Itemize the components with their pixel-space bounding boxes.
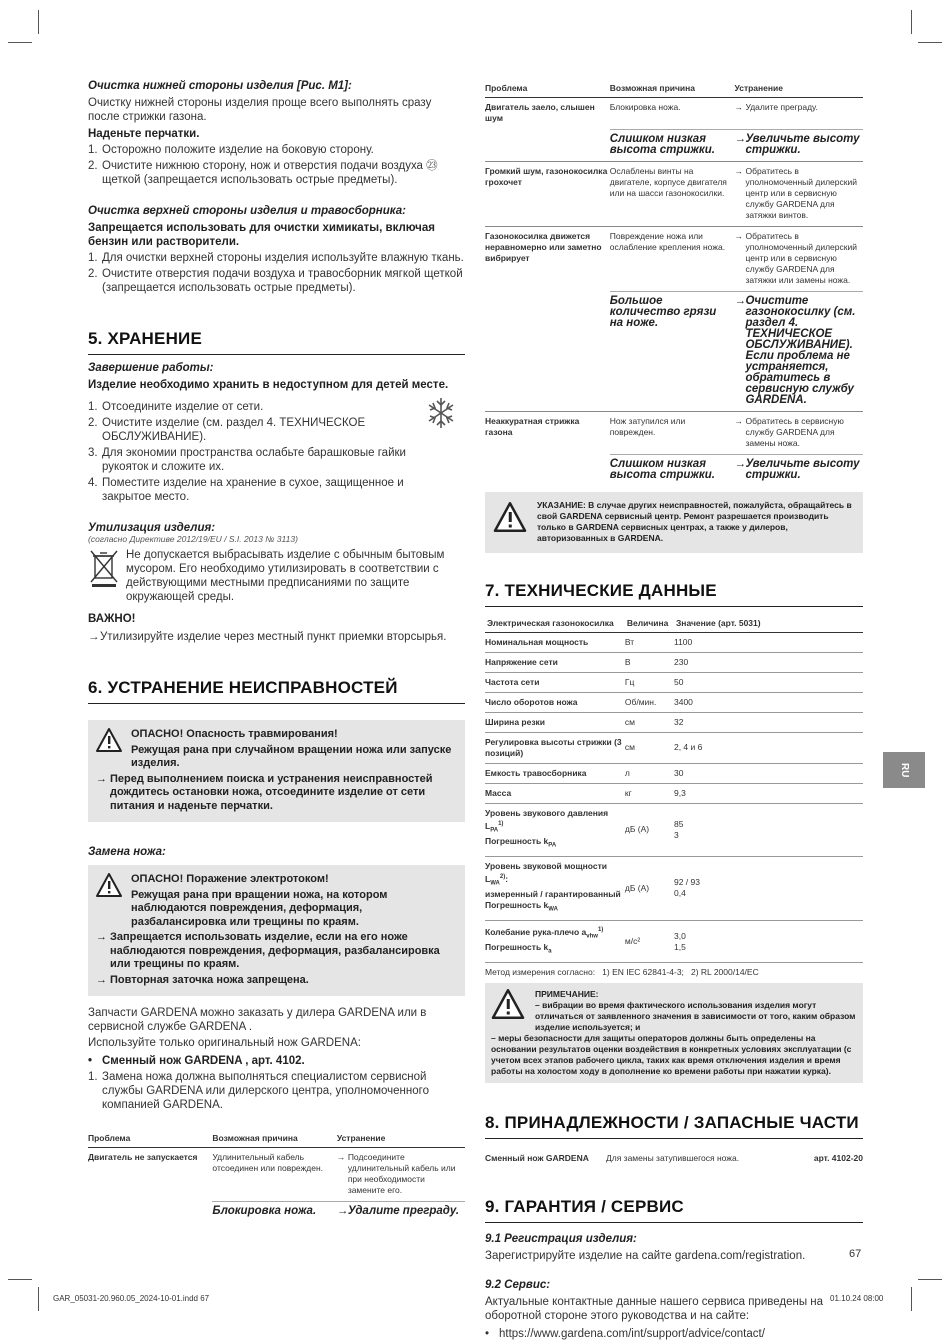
column-header: Устранение xyxy=(337,1130,465,1148)
section-heading: 7. ТЕХНИЧЕСКИЕ ДАННЫЕ xyxy=(485,581,863,607)
table-row: Колебание рука-плечо $a_{vhw}^{1)}$ Погрешность $k_a$ м/с² 3,0 1,5 xyxy=(485,920,863,962)
table-row: Уровень звуковой мощности $L_{WA}^{2)}$: измеренный / гарантированный Погрешность $k_{WA}$ дБ (А) 92 / 93 0,4 xyxy=(485,856,863,920)
numbered-list xyxy=(88,143,465,187)
list-item: 1. Для очистки верхней стороны изделия используйте влажную ткань. xyxy=(88,252,464,264)
table-row: Слишком низкая высота стрижки. → Увеличьте высоту стрижки. xyxy=(485,454,863,486)
language-tab xyxy=(883,752,925,788)
warning-text: Запрещается использовать для очистки химикаты, включая бензин или растворители. xyxy=(88,222,435,248)
table-row: Частота сети Гц 50 xyxy=(485,672,863,692)
table-row: Большое количество грязи на ноже. → Очистите газонокосилку (см. раздел 4. ТЕХНИЧЕСКОЕ ОБСЛУЖИВАНИЕ). Если проблема не устраняется, обратитесь в сервисную службу GARDENA. xyxy=(485,291,863,411)
column-header: Устранение xyxy=(734,80,863,98)
warning-text: Изделие необходимо хранить в недоступном для детей месте. xyxy=(88,379,449,391)
danger-box-injury xyxy=(88,720,465,822)
paragraph: Зарегистрируйте изделие на сайте gardena.com/registration. xyxy=(485,1250,806,1263)
crop-mark xyxy=(8,1279,32,1280)
table-header xyxy=(485,615,863,633)
note-text: УКАЗАНИЕ: В случае других неисправностей, пожалуйста, обращайтесь в свой GARDENA сервисный центр. Ремонт разрешается производить только в GARDENA сервисных центрах, а также у дилеров, авторизованных в GARDENA. xyxy=(537,499,852,543)
danger-box-electric xyxy=(88,865,465,996)
table-row: Двигатель заело, слышен шум Блокировка ножа. → Удалите преграду. xyxy=(485,102,818,123)
list-item: 1. Осторожно положите изделие на боковую сторону. xyxy=(88,144,374,156)
warning-instruction: → Запрещается использовать изделие, если на его ноже наблюдаются повреждения, деформация, разбалансировка или трещины по краям. xyxy=(96,931,440,970)
paragraph: Очистку нижней стороны изделия проще всего выполнять сразу после стрижки газона. xyxy=(88,97,432,123)
warning-instruction: → Повторная заточка ножа запрещена. xyxy=(96,973,309,986)
column-header: Величина xyxy=(625,615,674,633)
warning-title: ОПАСНО! Опасность травмирования! xyxy=(131,728,338,740)
warning-triangle-icon xyxy=(96,728,122,752)
section-subtitle: 9.2 Сервис: xyxy=(485,1279,551,1292)
column-header: Возможная причина xyxy=(212,1130,336,1148)
language-tab-label: RU xyxy=(899,763,910,778)
table-row: Громкий шум, газонокосилка грохочет Ослаблены винты на двигателе, корпусе двигателя или на шасси газонокосилки. → Обратитесь в уполномоченный дилерский центр или в сервисную службу GARDENA для затяжки винтов. xyxy=(485,161,863,226)
table-row: Ширина резки см 32 xyxy=(485,712,863,732)
table-row: Уровень звукового давления $L_{PA}^{1)}$ Погрешность $k_{PA}$ дБ (А) 85 3 xyxy=(485,803,863,856)
list-item: 2. Очистите отверстия подачи воздуха и травосборник мягкой щеткой (запрещается использовать острые предметы). xyxy=(88,268,463,294)
column-header: Значение (арт. 5031) xyxy=(674,615,863,633)
table-row: Слишком низкая высота стрижки. → Увеличьте высоту стрижки. xyxy=(485,129,863,161)
footer-timestamp: 01.10.24 08:00 xyxy=(830,1294,884,1303)
column-header: Электрическая газонокосилка xyxy=(485,615,625,633)
crop-mark xyxy=(918,1279,942,1280)
section-subtitle: Очистка нижней стороны изделия [Рис. M1]: xyxy=(88,80,352,92)
crop-mark xyxy=(911,10,912,34)
bullet-item: • Сменный нож GARDENA , арт. 4102. xyxy=(88,1055,305,1067)
table-row: Напряжение сети В 230 xyxy=(485,652,863,672)
warning-body: Режущая рана при случайном вращении ножа или запуске изделия. xyxy=(131,743,452,769)
warning-triangle-icon xyxy=(96,873,122,897)
section-heading: 8. ПРИНАДЛЕЖНОСТИ / ЗАПАСНЫЕ ЧАСТИ xyxy=(485,1113,863,1139)
page-number: 67 xyxy=(849,1248,862,1260)
section-subtitle: Очистка верхней стороны изделия и травосборника: xyxy=(88,205,406,217)
list-item: 1. Замена ножа должна выполняться специалистом сервисной службы GARDENA или дилерского центра, уполномоченного компанией GARDENA. xyxy=(88,1071,429,1111)
left-column xyxy=(88,80,465,1222)
service-link[interactable]: https://www.gardena.com/int/support/advice/contact/ xyxy=(499,1328,765,1341)
table-row: Номинальная мощность Вт 1100 xyxy=(485,632,863,652)
paragraph: Актуальные контактные данные нашего сервиса приведены на оборотной стороне этого руководства и на сайте: xyxy=(485,1296,824,1323)
paragraph: Используйте только оригинальный нож GARDENA: xyxy=(88,1037,361,1049)
table-row: Газонокосилка движется неравномерно или заметно вибрирует Повреждение ножа или ослабление крепления ножа. → Обратитесь в уполномоченный дилерский центр или в сервисную службу GARDENA для затяжки или замены ножа. xyxy=(485,226,863,291)
note-text: – меры безопасности для защиты операторов должны быть определены на основании результатов оценки воздействия в конкретных условиях эксплуатации (с учетом всех этапов рабочего цикла, таких как время отключения изделия и время работы на холостом ходу в дополнение ко времени работы при нажатии курка). xyxy=(491,1033,852,1077)
crop-mark xyxy=(911,1287,912,1311)
crop-mark xyxy=(8,42,32,43)
warning-title: ОПАСНО! Поражение электротоком! xyxy=(131,873,329,885)
right-column xyxy=(485,80,863,1341)
section-subtitle: Завершение работы: xyxy=(88,362,214,374)
section-heading: 6. УСТРАНЕНИЕ НЕИСПРАВНОСТЕЙ xyxy=(88,678,465,704)
note-box xyxy=(485,983,863,1083)
list-item: 2. Очистите нижнюю сторону, нож и отверстия подачи воздуха ㉓ щеткой (запрещается использовать острые предметы). xyxy=(88,160,438,186)
numbered-list xyxy=(88,400,423,504)
table-header xyxy=(485,80,863,98)
list-item: 3. Для экономии пространства ослабьте барашковые гайки рукояток и сложите их. xyxy=(88,447,406,473)
crop-mark xyxy=(918,42,942,43)
crop-mark xyxy=(38,10,39,34)
note-box xyxy=(485,492,863,553)
list-item: 1. Отсоедините изделие от сети. xyxy=(88,401,264,413)
warning-triangle-icon xyxy=(493,502,527,532)
directive-note: (согласно Директиве 2012/19/EU / S.I. 2013 № 3113) xyxy=(88,534,298,544)
tech-data-table xyxy=(485,615,863,964)
numbered-list xyxy=(88,1070,465,1112)
table-header xyxy=(88,1130,465,1148)
important-line: → Утилизируйте изделие через местный пункт приемки вторсырья. xyxy=(88,631,447,643)
troubleshoot-table xyxy=(88,1130,465,1222)
table-row: Масса кг 9,3 xyxy=(485,783,863,803)
gloves-note: Наденьте перчатки. xyxy=(88,128,200,140)
bullet-item: • https://www.gardena.com/int/support/advice/contact/ xyxy=(485,1328,765,1341)
section-subtitle: 9.1 Регистрация изделия: xyxy=(485,1233,637,1246)
snowflake-icon xyxy=(427,396,455,430)
footer-file: GAR_05031-20.960.05_2024-10-01.indd 67 xyxy=(53,1294,210,1303)
column-header: Возможная причина xyxy=(610,80,735,98)
disposal-text: Не допускается выбрасывать изделие с обычным бытовым мусором. Его необходимо утилизировать в соответствии с действующими местными предписаниями по защите окружающей среды. xyxy=(126,549,445,603)
table-row: Блокировка ножа. → Удалите преграду. xyxy=(88,1202,465,1223)
crop-mark xyxy=(38,1287,39,1311)
table-row: Неаккуратная стрижка газона Нож затупился или поврежден. → Обратитесь в сервисную службу GARDENA для замены ножа. xyxy=(485,411,863,454)
table-row: Число оборотов ножа Об/мин. 3400 xyxy=(485,692,863,712)
section-subtitle: Утилизация изделия: xyxy=(88,522,216,534)
section-subtitle: Замена ножа: xyxy=(88,846,166,858)
column-header: Проблема xyxy=(88,1130,212,1148)
warning-triangle-icon xyxy=(491,989,525,1019)
column-header: Проблема xyxy=(485,80,610,98)
section-heading: 5. ХРАНЕНИЕ xyxy=(88,329,465,355)
table-row: Регулировка высоты стрижки (3 позиций) см 2, 4 и 6 xyxy=(485,732,863,763)
warning-body: Режущая рана при вращении ножа, на котором наблюдаются повреждения, деформация, разбалансировка или трещины по краям. xyxy=(131,888,388,928)
paragraph: Запчасти GARDENA можно заказать у дилера GARDENA или в сервисной службе GARDENA . xyxy=(88,1007,427,1033)
weee-bin-icon xyxy=(88,548,120,588)
note-text: – вибрации во время фактического использования изделия могут отличаться от заявленного значения в зависимости от того, каким образом изделие используется; и xyxy=(535,1000,856,1033)
numbered-list xyxy=(88,251,465,295)
method-line: Метод измерения согласно: 1) EN IEC 62841-4-3; 2) RL 2000/14/EC xyxy=(485,967,759,978)
note-title: ПРИМЕЧАНИЕ: xyxy=(535,989,599,1000)
section-heading: 9. ГАРАНТИЯ / СЕРВИС xyxy=(485,1197,863,1223)
table-row: Двигатель не запускается Удлинительный кабель отсоединен или поврежден. → Подсоедините удлинительный кабель или при необходимости замените его. xyxy=(88,1152,456,1195)
list-item: 2. Очистите изделие (см. раздел 4. ТЕХНИЧЕСКОЕ ОБСЛУЖИВАНИЕ). xyxy=(88,417,366,443)
warning-instruction: → Перед выполнением поиска и устранения неисправностей дождитесь остановки ножа, отсоедините изделие от сети питания и наденьте перчатки. xyxy=(96,772,433,812)
table-row: Емкость травосборника л 30 xyxy=(485,763,863,783)
list-item: 4. Поместите изделие на хранение в сухое, защищенное и закрытое место. xyxy=(88,477,404,503)
important-label: ВАЖНО! xyxy=(88,613,136,625)
troubleshoot-table xyxy=(485,80,863,486)
accessory-row: Сменный нож GARDENA Для замены затупившегося ножа. арт. 4102-20 xyxy=(485,1153,863,1164)
